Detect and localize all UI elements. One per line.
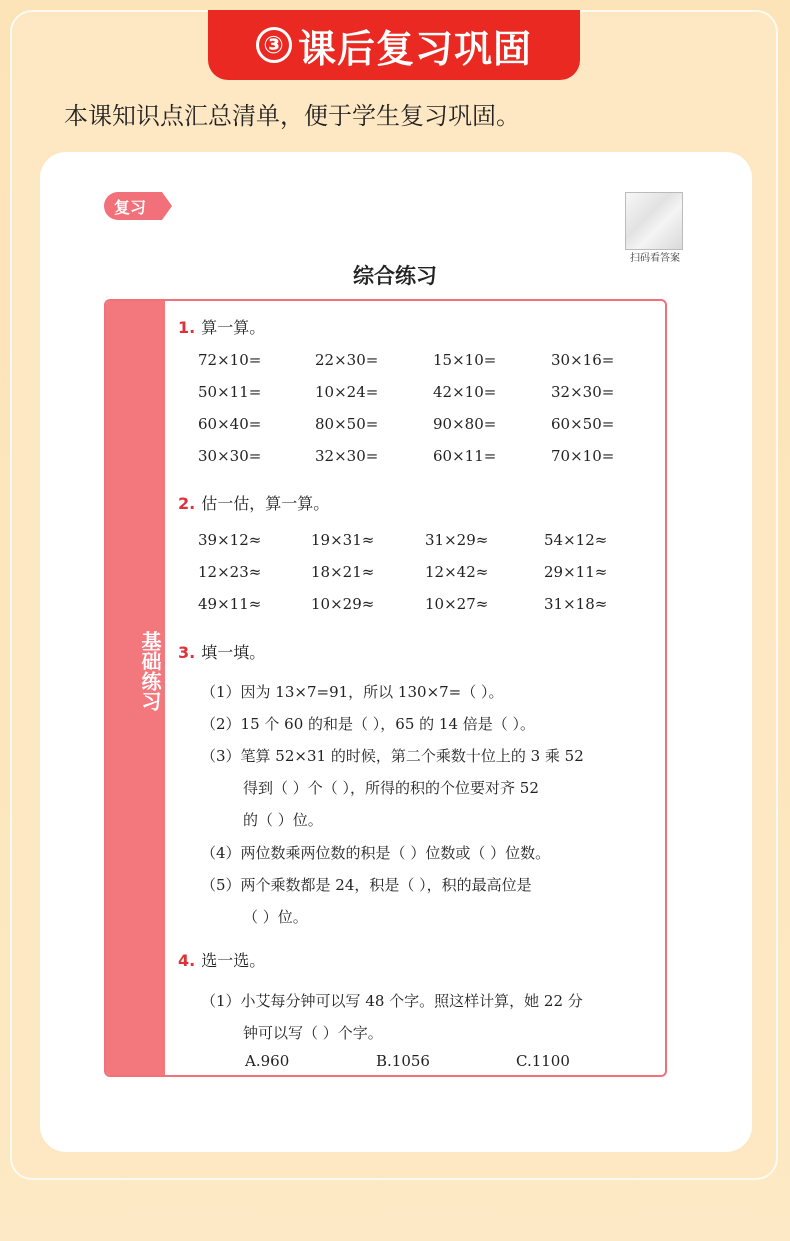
question-1-heading [178, 315, 265, 338]
question-number: 2. [178, 494, 196, 513]
calc-item: 60×40= [198, 415, 262, 433]
question-title: 填一填。 [201, 643, 266, 662]
qr-code-icon[interactable] [625, 192, 683, 250]
estimate-item: 31×18≈ [544, 595, 608, 613]
question-2-heading [178, 491, 329, 514]
calc-item: 60×50= [551, 415, 615, 433]
estimate-item: 19×31≈ [311, 531, 375, 549]
q3-line: （5）两个乘数都是 24，积是（ ），积的最高位是 [201, 876, 532, 894]
question-title: 选一选。 [201, 951, 266, 970]
q3-line: （3）笔算 52×31 的时候，第二个乘数十位上的 3 乘 52 [201, 747, 584, 765]
estimate-item: 29×11≈ [544, 563, 608, 581]
subtitle: 本课知识点汇总清单，便于学生复习巩固。 [64, 102, 520, 130]
q3-line: （1）因为 13×7=91，所以 130×7=（ ）。 [201, 683, 504, 701]
exercise-content [106, 301, 665, 1075]
estimate-item: 31×29≈ [425, 531, 489, 549]
estimate-item: 49×11≈ [198, 595, 262, 613]
question-number: 1. [178, 318, 196, 337]
calc-item: 30×16= [551, 351, 615, 369]
calc-item: 30×30= [198, 447, 262, 465]
option-b: B.1056 [376, 1052, 430, 1070]
qr-label: 扫码看答案 [630, 253, 680, 264]
estimate-item: 12×23≈ [198, 563, 262, 581]
tag-arrow-icon [162, 192, 172, 220]
question-4-heading [178, 948, 265, 971]
option-a: A.960 [245, 1052, 290, 1070]
q3-line: （4）两位数乘两位数的积是（ ）位数或（ ）位数。 [201, 844, 551, 862]
side-label: 基础练习 [138, 631, 162, 711]
question-3-heading [178, 640, 265, 663]
question-title: 估一估，算一算。 [201, 494, 330, 513]
estimate-item: 54×12≈ [544, 531, 608, 549]
question-number: 4. [178, 951, 196, 970]
calc-item: 72×10= [198, 351, 262, 369]
section-title: 综合练习 [353, 264, 437, 288]
estimate-item: 10×27≈ [425, 595, 489, 613]
q3-line: （ ）位。 [243, 908, 308, 926]
estimate-item: 18×21≈ [311, 563, 375, 581]
review-tag [104, 192, 174, 220]
title-banner [208, 10, 580, 80]
banner-title: 课后复习巩固 [297, 26, 532, 71]
review-tag-label: 复习 [114, 198, 147, 217]
calc-item: 10×24= [315, 383, 379, 401]
q3-line: （2）15 个 60 的和是（ ），65 的 14 倍是（ ）。 [201, 715, 536, 733]
calc-item: 50×11= [198, 383, 262, 401]
exercise-box [104, 299, 667, 1077]
calc-item: 70×10= [551, 447, 615, 465]
q4-line: 钟可以写（ ）个字。 [243, 1024, 383, 1042]
estimate-item: 10×29≈ [311, 595, 375, 613]
calc-item: 42×10= [433, 383, 497, 401]
calc-item: 32×30= [315, 447, 379, 465]
calc-item: 80×50= [315, 415, 379, 433]
circled-number: ③ [256, 27, 292, 63]
q3-line: 的（ ）位。 [243, 811, 323, 829]
option-c: C.1100 [516, 1052, 570, 1070]
estimate-item: 39×12≈ [198, 531, 262, 549]
calc-item: 90×80= [433, 415, 497, 433]
calc-item: 22×30= [315, 351, 379, 369]
q3-line: 得到（ ）个（ ），所得的积的个位要对齐 52 [243, 779, 539, 797]
q4-line: （1）小艾每分钟可以写 48 个字。照这样计算，她 22 分 [201, 992, 583, 1010]
question-title: 算一算。 [201, 318, 266, 337]
calc-item: 32×30= [551, 383, 615, 401]
calc-item: 60×11= [433, 447, 497, 465]
estimate-item: 12×42≈ [425, 563, 489, 581]
question-number: 3. [178, 643, 196, 662]
calc-item: 15×10= [433, 351, 497, 369]
